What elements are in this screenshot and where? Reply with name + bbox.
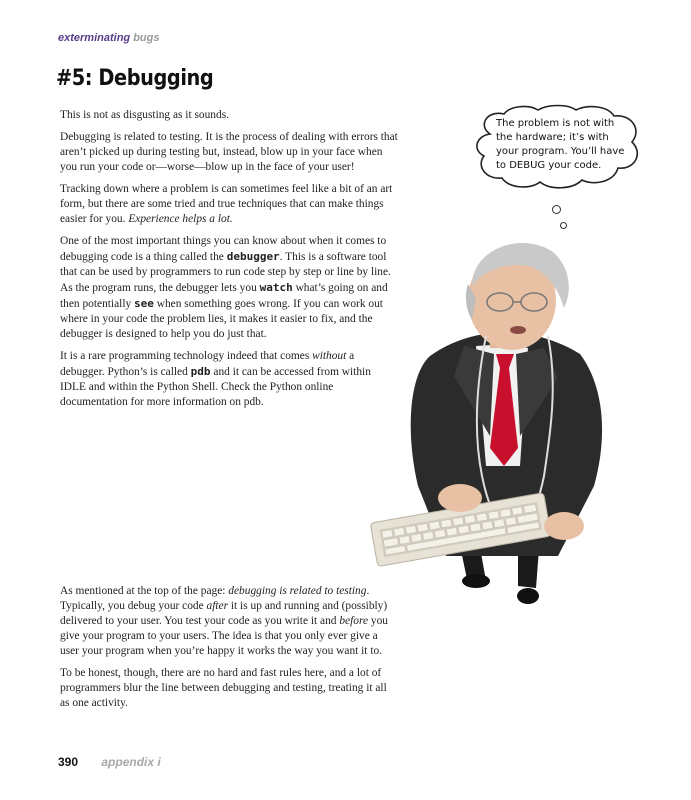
emphasis-after: after (206, 600, 229, 612)
page-footer (58, 755, 161, 769)
paragraph-debugger: One of the most important things you can know about when it comes to debugging code is a thing called the debugger. This is a software tool that can be used by programmers to run code step by step or line by line. As the program runs, the debugger lets you watch what’s going on and then potentially see when something goes wrong. If you can work out where in your code the problem lies, it makes it easier to fix, and the debugger is designed to help you do just that. (60, 235, 391, 340)
emphasis-experience: Experience helps a lot. (128, 213, 233, 225)
emphasis-without: without (312, 350, 347, 362)
paragraph-intro: This is not as disgusting as it sounds. (60, 109, 229, 121)
paragraph-testing: As mentioned at the top of the page: debugging is related to testing. Typically, you debug your code after it is up and running and (possibly) delivered to your user. You test your code as you write it and before you give your program to your users. The idea is that you only ever give a user your program when you’re happy it works the way you want it to. (60, 585, 388, 657)
keyword-pdb: pdb (190, 365, 211, 378)
thought-dot-small (560, 222, 567, 229)
paragraph-pdb: It is a rare programming technology indeed that comes without a debugger. Python’s is called pdb and it can be accessed from within IDLE and within the Python Shell. Check the Python online documentation for more information on pdb. (60, 350, 371, 408)
emphasis-related: debugging is related to testing (228, 585, 367, 597)
body-text-top (60, 108, 398, 417)
emphasis-before: before (339, 615, 369, 627)
keyword-see: see (134, 297, 154, 310)
footer-section: appendix i (101, 755, 161, 769)
paragraph-honest: To be honest, though, there are no hard and fast rules here, and a lot of programmers blur the line between debugging and testing, treating it all as one activity. (60, 667, 387, 709)
keyword-debugger: debugger (226, 250, 280, 263)
thought-bubble-text: The problem is not with the hardware; it’s with your program. You’ll have to DEBUG your code. (496, 118, 625, 171)
header-part-2: bugs (133, 32, 160, 44)
paragraph-definition: Debugging is related to testing. It is the process of dealing with errors that aren’t picked up during testing but, instead, blow up in your face when you run your code or—worse—blow up in the face of your user! (60, 131, 398, 173)
page-title: #5: Debugging (56, 66, 214, 91)
running-header (58, 32, 159, 44)
header-part-1: exterminating (58, 32, 131, 44)
thought-dot-large (552, 205, 561, 214)
body-text-bottom (60, 584, 398, 718)
page-number: 390 (58, 755, 79, 769)
thought-bubble (472, 104, 642, 192)
paragraph-tracking: Tracking down where a problem is can sometimes feel like a bit of an art form, but there are some tried and true techniques that can make things easier for you. Experience helps a lot. (60, 183, 393, 225)
keyword-watch: watch (259, 281, 293, 294)
man-with-keyboard-photo (368, 236, 628, 610)
